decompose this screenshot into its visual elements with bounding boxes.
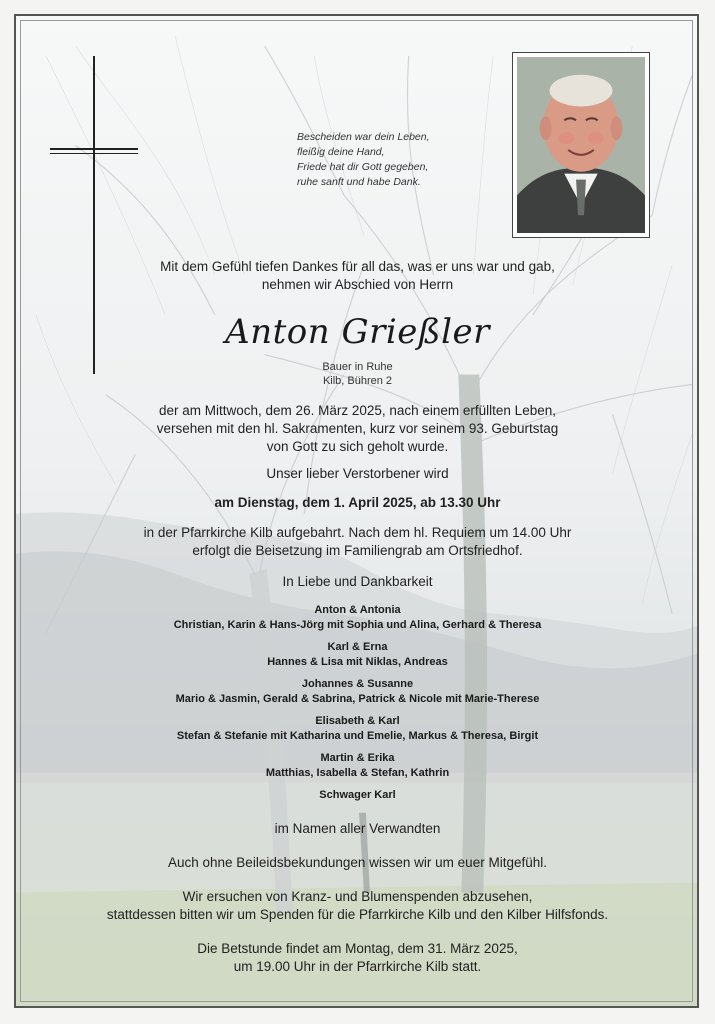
family-group bbox=[60, 640, 655, 670]
intro-line: nehmen wir Abschied von Herrn bbox=[261, 277, 454, 292]
family-group bbox=[60, 714, 655, 744]
deceased-info bbox=[60, 360, 655, 388]
ceremony-line: in der Pfarrkirche Kilb aufgebahrt. Nach dem hl. Requiem um 14.00 Uhr bbox=[143, 525, 572, 540]
portrait-frame bbox=[512, 52, 650, 238]
donation-request bbox=[60, 888, 655, 924]
death-line: von Gott zu sich geholt wurde. bbox=[266, 439, 449, 454]
family-group bbox=[60, 603, 655, 633]
family-children: Hannes & Lisa mit Niklas, Andreas bbox=[267, 656, 448, 668]
brother-in-law: Schwager Karl bbox=[319, 789, 396, 801]
donation-line: Wir ersuchen von Kranz- und Blumenspenden abzusehen, bbox=[182, 889, 533, 904]
family-group bbox=[60, 677, 655, 707]
death-announcement bbox=[60, 402, 655, 456]
lying-intro: Unser lieber Verstorbener wird bbox=[266, 466, 449, 481]
cross-horizontal bbox=[50, 148, 138, 150]
condolence-note: Auch ohne Beileidsbekundungen wissen wir um euer Mitgefühl. bbox=[168, 855, 547, 870]
poem-line: fleißig deine Hand, bbox=[297, 146, 385, 158]
intro-text bbox=[60, 258, 655, 294]
family-list bbox=[60, 603, 655, 803]
ceremony-info bbox=[60, 524, 655, 560]
death-line: der am Mittwoch, dem 26. März 2025, nach einem erfüllten Leben, bbox=[159, 403, 556, 418]
poem-line: ruhe sanft und habe Dank. bbox=[297, 176, 421, 188]
family-parents: Johannes & Susanne bbox=[301, 678, 414, 690]
family-children: Christian, Karin & Hans-Jörg mit Sophia und Alina, Gerhard & Theresa bbox=[173, 619, 542, 631]
poem-line: Friede hat dir Gott gegeben, bbox=[297, 161, 429, 173]
prayer-line: um 19.00 Uhr in der Pfarrkirche Kilb statt. bbox=[233, 959, 482, 974]
lying-date: am Dienstag, dem 1. April 2025, ab 13.30 Uhr bbox=[214, 495, 501, 510]
memorial-poem bbox=[297, 130, 507, 190]
intro-line: Mit dem Gefühl tiefen Dankes für all das, was er uns war und gab, bbox=[160, 259, 555, 274]
prayer-line: Die Betstunde findet am Montag, dem 31. März 2025, bbox=[197, 941, 518, 956]
family-children: Stefan & Stefanie mit Katharina und Emelie, Markus & Theresa, Birgit bbox=[176, 730, 539, 742]
portrait-illustration bbox=[517, 57, 645, 233]
family-children: Mario & Jasmin, Gerald & Sabrina, Patrick & Nicole mit Marie-Therese bbox=[175, 693, 540, 705]
donation-line: stattdessen bitten wir um Spenden für die Pfarrkirche Kilb und den Kilber Hilfsfonds. bbox=[106, 907, 609, 922]
poem-line: Bescheiden war dein Leben, bbox=[297, 131, 430, 143]
family-parents: Karl & Erna bbox=[327, 641, 388, 653]
family-parents: Anton & Antonia bbox=[314, 604, 401, 616]
deceased-occupation: Bauer in Ruhe bbox=[322, 361, 393, 373]
portrait-photo bbox=[517, 57, 645, 233]
family-group bbox=[60, 788, 655, 803]
cross-horizontal-2 bbox=[50, 153, 138, 154]
family-group bbox=[60, 751, 655, 781]
deceased-name: Anton Grießler bbox=[225, 312, 490, 352]
deceased-address: Kilb, Bühren 2 bbox=[322, 375, 393, 387]
family-parents: Martin & Erika bbox=[320, 752, 395, 764]
ceremony-line: erfolgt die Beisetzung im Familiengrab am Ortsfriedhof. bbox=[192, 543, 523, 558]
family-children: Matthias, Isabella & Stefan, Kathrin bbox=[265, 767, 450, 779]
closing-love: In Liebe und Dankbarkeit bbox=[282, 574, 433, 589]
prayer-info bbox=[60, 940, 655, 976]
relatives-note: im Namen aller Verwandten bbox=[274, 821, 441, 836]
death-line: versehen mit den hl. Sakramenten, kurz vor seinem 93. Geburtstag bbox=[156, 421, 559, 436]
family-parents: Elisabeth & Karl bbox=[315, 715, 400, 727]
